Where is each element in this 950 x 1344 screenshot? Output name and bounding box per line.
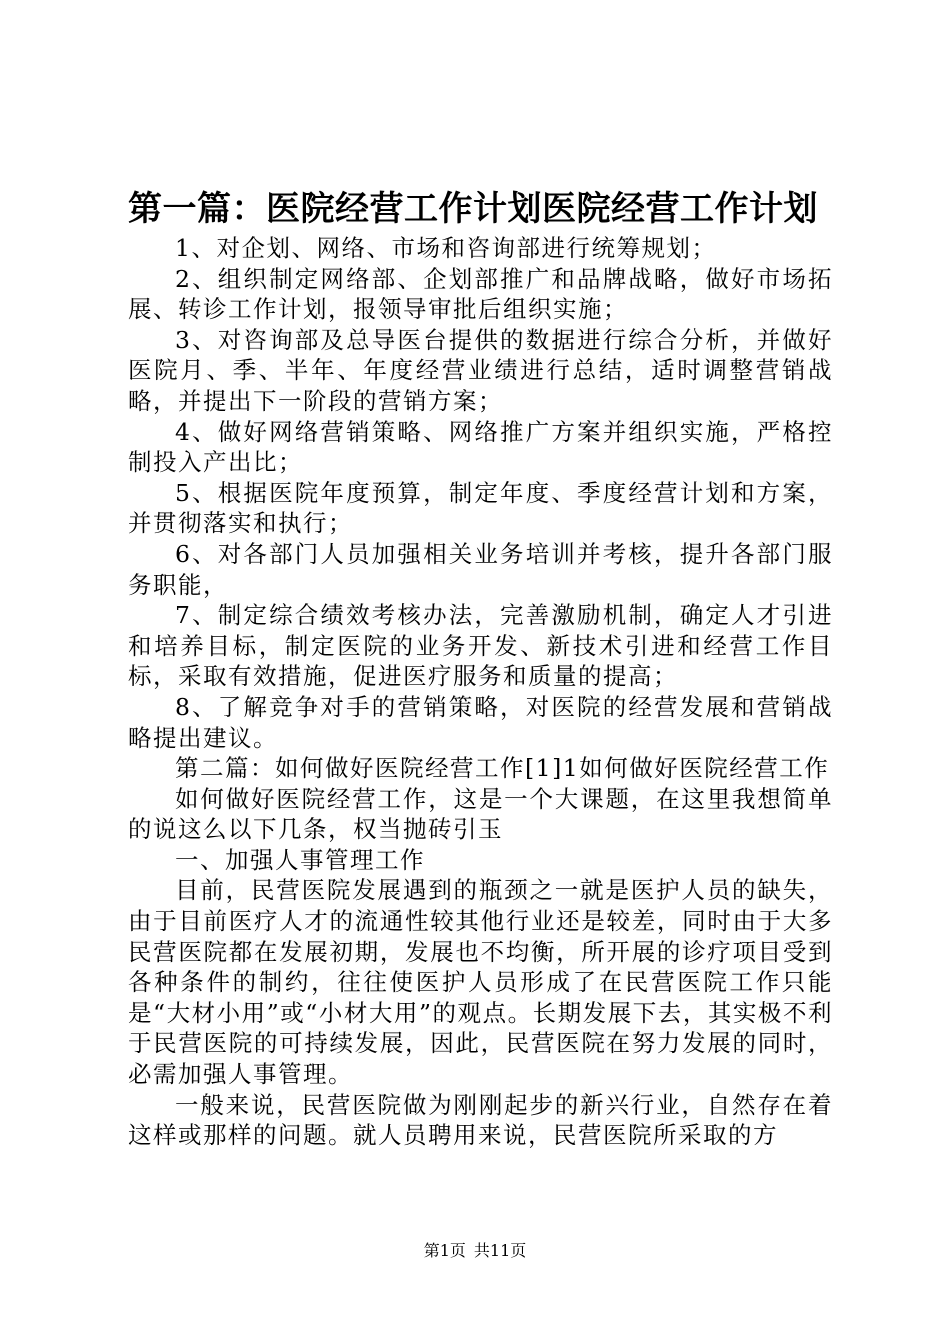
paragraph: 1、对企划、网络、市场和咨询部进行统筹规划；: [175, 234, 717, 262]
paragraph: 5、根据医院年度预算，制定年度、季度经营计划和方案，并贯彻落实和执行；: [128, 478, 833, 538]
paragraph: 如何做好医院经营工作，这是一个大课题，在这里我想简单的说这么以下几条，权当抛砖引玉: [128, 784, 833, 844]
paragraph: 第二篇：如何做好医院经营工作[1]1如何做好医院经营工作: [175, 754, 830, 783]
paragraph: 一般来说，民营医院做为刚刚起步的新兴行业，自然存在着这样或那样的问题。就人员聘用来说，民营医院所采取的方: [128, 1090, 833, 1150]
document-title: 第一篇：医院经营工作计划医院经营工作计划: [128, 189, 818, 229]
page-total: 共11页: [473, 1241, 527, 1260]
paragraph: 6、对各部门人员加强相关业务培训并考核，提升各部门服务职能，: [128, 539, 833, 599]
page-number: 第1页: [423, 1241, 466, 1260]
paragraph: 4、做好网络营销策略、网络推广方案并组织实施，严格控制投入产出比；: [128, 417, 833, 477]
paragraph: 3、对咨询部及总导医台提供的数据进行综合分析，并做好医院月、季、半年、年度经营业绩进行总结，适时调整营销战略，并提出下一阶段的营销方案；: [128, 325, 833, 415]
paragraph: 2、组织制定网络部、企划部推广和品牌战略，做好市场拓展、转诊工作计划，报领导审批后组织实施；: [128, 264, 833, 324]
page-footer: [0, 1240, 950, 1262]
paragraph: 7、制定综合绩效考核办法，完善激励机制，确定人才引进和培养目标，制定医院的业务开发、新技术引进和经营工作目标，采取有效措施，促进医疗服务和质量的提高；: [128, 601, 833, 691]
paragraph: 8、了解竞争对手的营销策略，对医院的经营发展和营销战略提出建议。: [128, 692, 833, 752]
paragraph: 目前，民营医院发展遇到的瓶颈之一就是医护人员的缺失，由于目前医疗人才的流通性较其他行业还是较差，同时由于大多民营医院都在发展初期，发展也不均衡，所开展的诊疗项目受到各种条件的制约，往往使医护人员形成了在民营医院工作只能是“大材小用”或“小材大用”的观点。长期发展下去，其实极不利于民营医院的可持续发展，因此，民营医院在努力发展的同时，必需加强人事管理。: [128, 876, 833, 1089]
section-heading: 一、加强人事管理工作: [175, 845, 425, 874]
document-body: [128, 233, 833, 1151]
